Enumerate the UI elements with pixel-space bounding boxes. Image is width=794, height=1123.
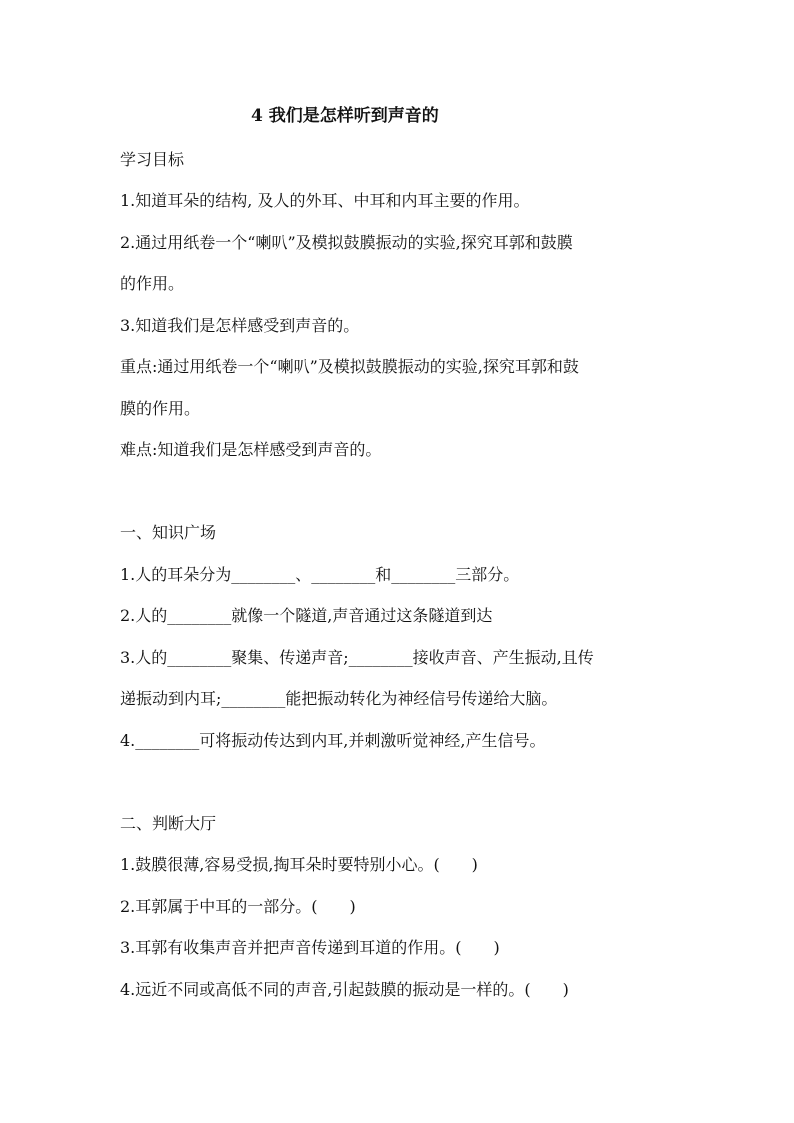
section-2-question-1: 1.鼓膜很薄,容易受损,掏耳朵时要特别小心。( ) — [120, 855, 478, 874]
page-title: 4 我们是怎样听到声音的 — [251, 106, 439, 126]
objectives-heading: 学习目标 — [120, 150, 185, 169]
section-1-question-3-line-1: 3.人的________聚集、传递声音;________接收声音、产生振动,且传 — [120, 648, 594, 667]
section-2-heading: 二、判断大厅 — [120, 814, 217, 833]
section-1-question-4: 4.________可将振动传达到内耳,并刺激听觉神经,产生信号。 — [120, 731, 546, 750]
objective-3: 3.知道我们是怎样感受到声音的。 — [120, 316, 360, 335]
objective-2-line-1: 2.通过用纸卷一个“喇叭”及模拟鼓膜振动的实验,探究耳郭和鼓膜 — [120, 233, 573, 252]
objective-2-line-2: 的作用。 — [120, 274, 185, 293]
section-2-question-2: 2.耳郭属于中耳的一部分。( ) — [120, 897, 356, 916]
section-1-question-3-line-2: 递振动到内耳;________能把振动转化为神经信号传递给大脑。 — [120, 689, 558, 708]
difficult-point: 难点:知道我们是怎样感受到声音的。 — [120, 440, 382, 459]
section-2-question-4: 4.远近不同或高低不同的声音,引起鼓膜的振动是一样的。( ) — [120, 980, 569, 999]
section-1-question-1: 1.人的耳朵分为________、________和________三部分。 — [120, 565, 520, 584]
section-2-question-3: 3.耳郭有收集声音并把声音传递到耳道的作用。( ) — [120, 938, 500, 957]
key-point-line-2: 膜的作用。 — [120, 399, 201, 418]
objective-1: 1.知道耳朵的结构, 及人的外耳、中耳和内耳主要的作用。 — [120, 191, 530, 210]
section-1-question-2: 2.人的________就像一个隧道,声音通过这条隧道到达 — [120, 606, 493, 625]
section-1-heading: 一、知识广场 — [120, 523, 217, 542]
key-point-line-1: 重点:通过用纸卷一个“喇叭”及模拟鼓膜振动的实验,探究耳郭和鼓 — [120, 357, 579, 376]
